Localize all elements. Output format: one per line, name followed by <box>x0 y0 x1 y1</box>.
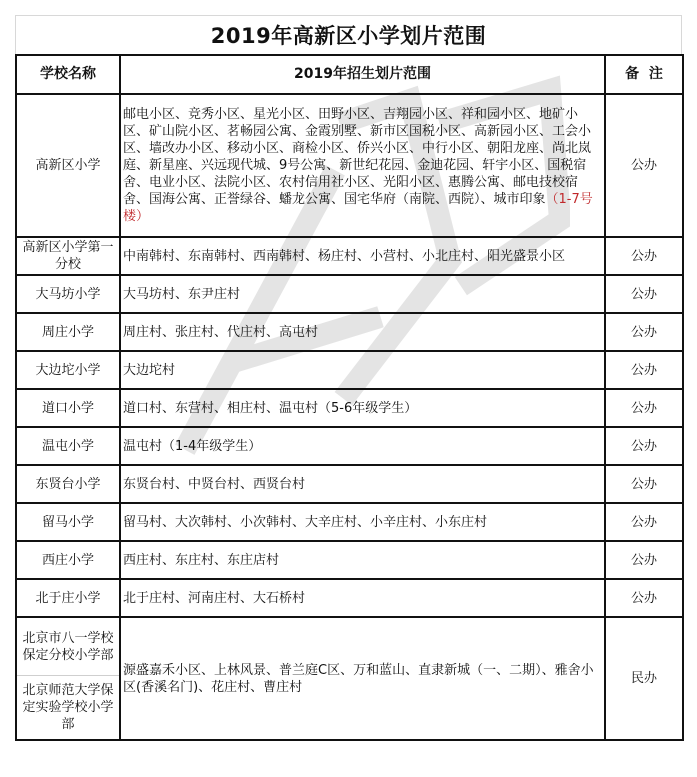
school-name: 温屯小学 <box>16 427 120 465</box>
zone-range: 温屯村（1-4年级学生） <box>120 427 605 465</box>
zone-range: 西庄村、东庄村、东庄店村 <box>120 541 605 579</box>
school-name: 大边坨小学 <box>16 351 120 389</box>
school-type: 公办 <box>605 427 683 465</box>
zone-range: 道口村、东营村、相庄村、温屯村（5-6年级学生） <box>120 389 605 427</box>
school-name: 北于庄小学 <box>16 579 120 617</box>
school-type: 公办 <box>605 237 683 275</box>
school-name: 北京市八一学校保定分校小学部 <box>17 618 119 676</box>
table-row <box>16 465 683 503</box>
zone-range: 大马坊村、东尹庄村 <box>120 275 605 313</box>
table-row-private <box>16 617 683 740</box>
table-row <box>16 351 683 389</box>
table-row <box>16 427 683 465</box>
school-type: 公办 <box>605 313 683 351</box>
enrollment-table <box>15 54 684 741</box>
zone-range: 北于庄村、河南庄村、大石桥村 <box>120 579 605 617</box>
zone-range: 邮电小区、竞秀小区、星光小区、田野小区、吉翔园小区、祥和园小区、地矿小区、矿山院小区、茗畅园公寓、金霞别墅、新市区国税小区、高新园小区、工会小区、墙改办小区、移动小区、商检小区、侨兴小区、中行小区、朝阳龙座、尚北岚庭、新星座、兴远现代城、9号公寓、新世纪花园、金迪花园、轩宇小区、国税宿舍、电业小区、法院小区、农村信用社小区、光阳小区、惠腾公寓、邮电技校宿舍、国海公寓、正誉绿谷、蟠龙公寓、国宅华府（南院、西院）、城市印象（1-7号楼） <box>120 94 605 237</box>
zone-range: 中南韩村、东南韩村、西南韩村、杨庄村、小营村、小北庄村、阳光盛景小区 <box>120 237 605 275</box>
table-row <box>16 275 683 313</box>
school-name: 大马坊小学 <box>16 275 120 313</box>
table-row <box>16 313 683 351</box>
table-row <box>16 389 683 427</box>
school-name: 高新区小学第一分校 <box>16 237 120 275</box>
school-name: 留马小学 <box>16 503 120 541</box>
zone-range: 源盛嘉禾小区、上林风景、普兰庭C区、万和蓝山、直隶新城（一、二期）、雅舍小区(香溪名门)、花庄村、曹庄村 <box>120 617 605 740</box>
zone-range: 留马村、大次韩村、小次韩村、大辛庄村、小辛庄村、小东庄村 <box>120 503 605 541</box>
zone-range: 东贤台村、中贤台村、西贤台村 <box>120 465 605 503</box>
table-row <box>16 237 683 275</box>
school-name: 周庄小学 <box>16 313 120 351</box>
school-type: 公办 <box>605 389 683 427</box>
school-type: 公办 <box>605 351 683 389</box>
school-name: 高新区小学 <box>16 94 120 237</box>
school-type: 民办 <box>605 617 683 740</box>
header-row <box>16 55 683 94</box>
school-type: 公办 <box>605 579 683 617</box>
school-name: 东贤台小学 <box>16 465 120 503</box>
school-name: 北京师范大学保定实验学校小学部 <box>22 683 114 732</box>
page-title: 2019年高新区小学划片范围 <box>15 15 682 54</box>
school-type: 公办 <box>605 465 683 503</box>
school-name: 道口小学 <box>16 389 120 427</box>
table-row <box>16 579 683 617</box>
school-type: 公办 <box>605 94 683 237</box>
school-name-pair <box>16 617 120 740</box>
table-row <box>16 503 683 541</box>
table-row <box>16 94 683 237</box>
header-note: 备 注 <box>605 55 683 94</box>
school-name: 西庄小学 <box>16 541 120 579</box>
table-row <box>16 541 683 579</box>
school-type: 公办 <box>605 275 683 313</box>
header-school: 学校名称 <box>16 55 120 94</box>
header-range: 2019年招生划片范围 <box>120 55 605 94</box>
zone-range: 大边坨村 <box>120 351 605 389</box>
school-type: 公办 <box>605 503 683 541</box>
range-highlight: （1-7号楼） <box>123 192 593 224</box>
school-type: 公办 <box>605 541 683 579</box>
zone-range: 周庄村、张庄村、代庄村、高屯村 <box>120 313 605 351</box>
enrollment-sheet <box>15 15 682 741</box>
